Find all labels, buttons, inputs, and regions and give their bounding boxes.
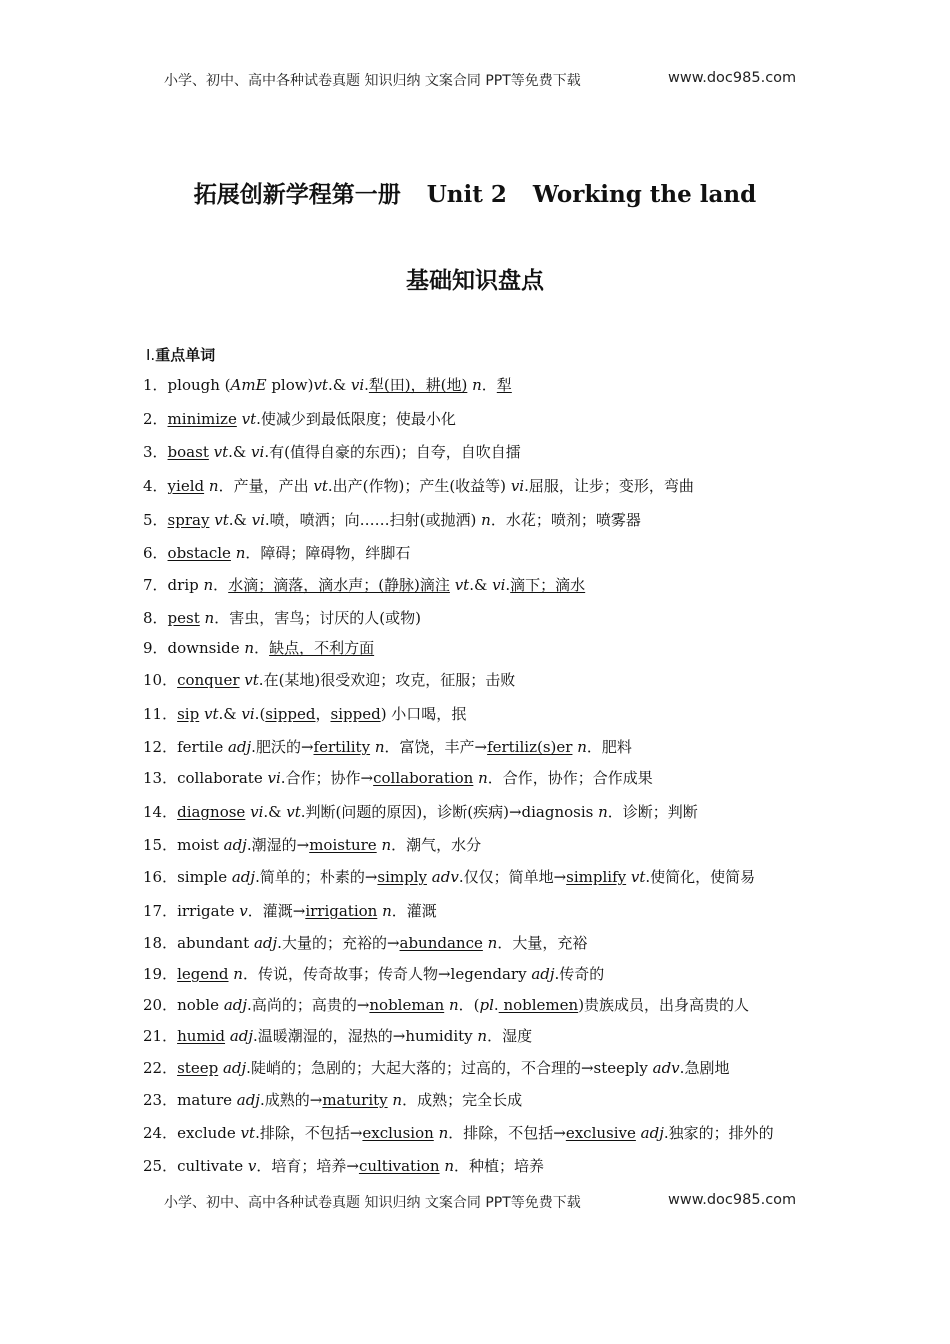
part-of-speech: n bbox=[203, 576, 214, 594]
part-of-speech: vt bbox=[241, 410, 257, 428]
entry-text: .大量的；充裕的→ bbox=[277, 934, 400, 952]
part-of-speech: vt bbox=[244, 671, 259, 689]
entry-text: ) 小口喝，抿 bbox=[380, 705, 467, 723]
part-of-speech: vi bbox=[492, 576, 506, 594]
answer-blank: fertility bbox=[313, 738, 371, 756]
entry-text: ．排除，不包括→ bbox=[448, 1124, 566, 1142]
entry-text: .排除，不包括→ bbox=[255, 1124, 363, 1142]
entry-number: 5． bbox=[143, 511, 168, 529]
entry-text: ．( bbox=[458, 996, 480, 1014]
part-of-speech: n bbox=[577, 738, 587, 756]
vocab-entry bbox=[143, 409, 456, 429]
entry-text: .& bbox=[469, 576, 493, 594]
entry-number: 9． bbox=[143, 639, 168, 657]
entry-text: irrigate bbox=[177, 902, 240, 920]
vocab-entry bbox=[143, 510, 641, 530]
entry-number: 17． bbox=[143, 902, 178, 920]
entry-text: plough ( bbox=[167, 376, 231, 394]
vocab-entry bbox=[143, 670, 515, 690]
entry-text: .在(某地)很受欢迎；攻克，征服；击败 bbox=[258, 671, 516, 689]
entry-text: .& bbox=[228, 443, 252, 461]
answer-blank: sipped bbox=[265, 705, 316, 723]
entry-number: 20． bbox=[143, 996, 178, 1014]
entry-text: ．潮气，水分 bbox=[391, 836, 482, 854]
answer-blank: yield bbox=[167, 477, 205, 495]
vocab-entry bbox=[143, 933, 587, 953]
part-of-speech: n bbox=[598, 803, 608, 821]
vocab-entry bbox=[143, 442, 521, 462]
entry-text: ．传说，传奇故事；传奇人物→legendary bbox=[242, 965, 532, 983]
title-topic: Working the land bbox=[532, 181, 757, 208]
entry-text: ．害虫，害鸟；讨厌的人(或物) bbox=[214, 609, 421, 627]
part-of-speech: n bbox=[244, 639, 255, 657]
entry-text: .陡峭的；急剧的；大起大落的；过高的，不合理的→steeply bbox=[246, 1059, 653, 1077]
entry-number: 4． bbox=[143, 477, 168, 495]
entry-text: ．湿度 bbox=[487, 1027, 533, 1045]
part-of-speech: vt bbox=[203, 705, 219, 723]
vocab-entry bbox=[143, 964, 604, 984]
vocab-entry bbox=[143, 835, 481, 855]
answer-blank: 水滴；滴落，滴水声；(静脉)滴注 bbox=[228, 576, 450, 594]
entry-text: .& bbox=[263, 803, 287, 821]
entry-text: .高尚的；高贵的→ bbox=[247, 996, 370, 1014]
entry-number: 21． bbox=[143, 1027, 178, 1045]
part-of-speech: adj bbox=[223, 996, 248, 1014]
part-of-speech: adj bbox=[640, 1124, 664, 1142]
part-of-speech: vt bbox=[454, 576, 470, 594]
vocab-entry bbox=[143, 995, 749, 1015]
part-of-speech: adj bbox=[222, 1059, 247, 1077]
part-of-speech: vt bbox=[313, 376, 328, 394]
answer-blank: boast bbox=[167, 443, 209, 461]
entry-text: ．水花；喷剂；喷雾器 bbox=[490, 511, 641, 529]
part-of-speech: v bbox=[247, 1157, 257, 1175]
answer-blank: obstacle bbox=[167, 544, 231, 562]
vocab-entry bbox=[143, 802, 698, 822]
part-of-speech: vi bbox=[251, 443, 265, 461]
part-of-speech: n bbox=[374, 738, 385, 756]
entry-text: ．灌溉→ bbox=[247, 902, 306, 920]
answer-blank: irrigation bbox=[305, 902, 378, 920]
part-of-speech: adj bbox=[531, 965, 555, 983]
entry-number: 11． bbox=[143, 705, 178, 723]
section-label: 重点单词 bbox=[155, 346, 216, 364]
entry-text: . bbox=[364, 376, 369, 394]
entry-number: 24． bbox=[143, 1124, 178, 1142]
entry-number: 18． bbox=[143, 934, 178, 952]
part-of-speech: vi bbox=[241, 705, 255, 723]
entry-text: ．种植；培养 bbox=[454, 1157, 545, 1175]
entry-number: 16． bbox=[143, 868, 178, 886]
part-of-speech: n bbox=[235, 544, 246, 562]
part-of-speech: vt bbox=[630, 868, 646, 886]
part-of-speech: vt bbox=[214, 511, 229, 529]
answer-blank: spray bbox=[167, 511, 210, 529]
part-of-speech: adv bbox=[431, 868, 459, 886]
entry-text: .有(值得自豪的东西)；自夸，自吹自擂 bbox=[264, 443, 521, 461]
vocab-entry bbox=[143, 737, 632, 757]
entry-text: ．产量，产出 bbox=[218, 477, 314, 495]
answer-blank: 犁(田)，耕(地) bbox=[368, 376, 468, 394]
section-roman: Ⅰ. bbox=[146, 346, 156, 364]
footer-text: 小学、初中、高中各种试卷真题 知识归纳 文案合同 PPT等免费下载 bbox=[164, 1195, 581, 1211]
entry-text: .独家的；排外的 bbox=[663, 1124, 774, 1142]
entry-text: .& bbox=[327, 376, 351, 394]
part-of-speech: adj bbox=[253, 934, 278, 952]
entry-number: 1． bbox=[143, 376, 168, 394]
answer-blank: humid bbox=[177, 1027, 226, 1045]
part-of-speech: n bbox=[477, 1027, 488, 1045]
page-subtitle: 基础知识盘点 bbox=[406, 268, 544, 294]
answer-blank: maturity bbox=[322, 1091, 388, 1109]
entry-number: 25． bbox=[143, 1157, 178, 1175]
entry-text: .判断(问题的原因)，诊断(疾病)→diagnosis bbox=[300, 803, 599, 821]
part-of-speech: n bbox=[478, 769, 488, 787]
part-of-speech: adj bbox=[229, 1027, 254, 1045]
part-of-speech: n bbox=[481, 511, 491, 529]
part-of-speech: v bbox=[239, 902, 248, 920]
vocab-entry bbox=[143, 768, 653, 788]
part-of-speech: n bbox=[233, 965, 243, 983]
entry-number: 3． bbox=[143, 443, 168, 461]
answer-blank: minimize bbox=[167, 410, 237, 428]
part-of-speech: n bbox=[208, 477, 219, 495]
entry-text: .喷，喷洒；向……扫射(或抛洒) bbox=[264, 511, 482, 529]
entry-text: .急剧地 bbox=[679, 1059, 730, 1077]
answer-blank: simply bbox=[377, 868, 427, 886]
answer-blank: conquer bbox=[177, 671, 240, 689]
answer-blank: exclusive bbox=[565, 1124, 636, 1142]
entry-text: abundant bbox=[177, 934, 254, 952]
part-of-speech: adj bbox=[231, 868, 256, 886]
answer-blank: 犁 bbox=[496, 376, 512, 394]
entry-text: ．富饶，丰产→ bbox=[384, 738, 488, 756]
entry-text: ．合作，协作；合作成果 bbox=[487, 769, 653, 787]
vocab-entry bbox=[143, 608, 421, 628]
vocab-entry bbox=[143, 1090, 522, 1110]
entry-number: 2． bbox=[143, 410, 168, 428]
part-of-speech: vt bbox=[286, 803, 301, 821]
entry-number: 6． bbox=[143, 544, 168, 562]
answer-blank: diagnose bbox=[177, 803, 246, 821]
entry-text: collaborate bbox=[177, 769, 268, 787]
answer-blank: steep bbox=[177, 1059, 219, 1077]
entry-number: 13． bbox=[143, 769, 178, 787]
title-unit: Unit 2 bbox=[426, 181, 507, 208]
part-of-speech: pl bbox=[479, 996, 494, 1014]
entry-text: exclude bbox=[177, 1124, 241, 1142]
entry-text: .合作；协作→ bbox=[280, 769, 374, 787]
entry-text: .仅仅；简单地→ bbox=[458, 868, 567, 886]
part-of-speech: n bbox=[382, 902, 392, 920]
answer-blank: legend bbox=[177, 965, 229, 983]
vocab-entry bbox=[143, 375, 512, 395]
part-of-speech: vi bbox=[267, 769, 281, 787]
part-of-speech: n bbox=[438, 1124, 449, 1142]
answer-blank: simplify bbox=[566, 868, 627, 886]
entry-text: .& bbox=[228, 511, 252, 529]
answer-blank: fertiliz(s)er bbox=[487, 738, 573, 756]
footer-url[interactable]: www.doc985.com bbox=[668, 1192, 797, 1208]
entry-text: simple bbox=[177, 868, 232, 886]
answer-blank: collaboration bbox=[373, 769, 474, 787]
answer-blank: abundance bbox=[399, 934, 483, 952]
entry-text: ．灌溉 bbox=[391, 902, 437, 920]
entry-text: moist bbox=[177, 836, 224, 854]
entry-text: .( bbox=[254, 705, 266, 723]
part-of-speech: vi bbox=[251, 511, 265, 529]
entry-text: noble bbox=[177, 996, 224, 1014]
vocab-entry bbox=[143, 1156, 544, 1176]
entry-text: ． bbox=[213, 576, 229, 594]
entry-text: fertile bbox=[177, 738, 228, 756]
page-title bbox=[0, 176, 950, 209]
entry-text: )贵族成员，出身高贵的人 bbox=[578, 996, 750, 1014]
part-of-speech: n bbox=[381, 836, 392, 854]
answer-blank: sipped bbox=[330, 705, 381, 723]
part-of-speech: n bbox=[487, 934, 498, 952]
entry-text: .屈服，让步；变形，弯曲 bbox=[524, 477, 694, 495]
answer-blank: sip bbox=[177, 705, 200, 723]
vocab-entry bbox=[143, 543, 410, 563]
vocab-entry bbox=[143, 867, 755, 887]
entry-text: mature bbox=[177, 1091, 237, 1109]
entry-number: 19． bbox=[143, 965, 178, 983]
entry-text: .成熟的→ bbox=[259, 1091, 323, 1109]
part-of-speech: AmE bbox=[230, 376, 267, 394]
vocab-entry bbox=[143, 1026, 532, 1046]
vocab-entry bbox=[143, 901, 437, 921]
answer-blank: 缺点，不利方面 bbox=[269, 639, 375, 657]
entry-text: .使简化，使简易 bbox=[645, 868, 756, 886]
answer-blank: noblemen bbox=[498, 996, 579, 1014]
vocab-entry bbox=[143, 704, 466, 724]
entry-number: 15． bbox=[143, 836, 178, 854]
entry-text: ， bbox=[315, 705, 331, 723]
entry-number: 7． bbox=[143, 576, 168, 594]
entry-text: ．肥料 bbox=[586, 738, 632, 756]
part-of-speech: vi bbox=[510, 477, 525, 495]
entry-text: ．培育；培养→ bbox=[256, 1157, 359, 1175]
entry-text: .& bbox=[218, 705, 242, 723]
part-of-speech: vt bbox=[213, 443, 229, 461]
part-of-speech: adj bbox=[223, 836, 247, 854]
entry-text: . bbox=[505, 576, 511, 594]
answer-blank: cultivation bbox=[358, 1157, 440, 1175]
vocab-entry bbox=[143, 1123, 774, 1143]
entry-text: downside bbox=[167, 639, 245, 657]
part-of-speech: n bbox=[448, 996, 459, 1014]
entry-text: .传奇的 bbox=[554, 965, 605, 983]
entry-text: ． bbox=[254, 639, 270, 657]
part-of-speech: adj bbox=[227, 738, 252, 756]
entry-text: ．诊断；判断 bbox=[607, 803, 698, 821]
title-book: 拓展创新学程第一册 bbox=[193, 181, 401, 208]
entry-number: 22． bbox=[143, 1059, 178, 1077]
entry-text: .使减少到最低限度；使最小化 bbox=[256, 410, 456, 428]
answer-blank: pest bbox=[167, 609, 200, 627]
answer-blank: 滴下；滴水 bbox=[510, 576, 586, 594]
part-of-speech: n bbox=[392, 1091, 403, 1109]
entry-text: .温暖潮湿的，湿热的→humidity bbox=[253, 1027, 478, 1045]
entry-text: .潮湿的→ bbox=[246, 836, 310, 854]
entry-text: ．成熟；完全长成 bbox=[402, 1091, 523, 1109]
part-of-speech: vt bbox=[313, 477, 328, 495]
entry-text: .肥沃的→ bbox=[251, 738, 314, 756]
entry-text: .简单的；朴素的→ bbox=[255, 868, 378, 886]
answer-blank: moisture bbox=[309, 836, 377, 854]
part-of-speech: vi bbox=[250, 803, 264, 821]
entry-text: .出产(作物)；产生(收益等) bbox=[327, 477, 511, 495]
part-of-speech: vi bbox=[350, 376, 365, 394]
entry-text: drip bbox=[167, 576, 204, 594]
entry-text: ．障碍；障碍物，绊脚石 bbox=[245, 544, 411, 562]
entry-number: 10． bbox=[143, 671, 178, 689]
answer-blank: exclusion bbox=[362, 1124, 434, 1142]
answer-blank: nobleman bbox=[369, 996, 445, 1014]
section-heading bbox=[146, 344, 215, 365]
part-of-speech: adv bbox=[652, 1059, 680, 1077]
entry-number: 12． bbox=[143, 738, 178, 756]
header-url[interactable]: www.doc985.com bbox=[668, 70, 797, 86]
part-of-speech: n bbox=[204, 609, 215, 627]
part-of-speech: adj bbox=[236, 1091, 260, 1109]
entry-text: plow) bbox=[266, 376, 314, 394]
vocab-entry bbox=[143, 476, 694, 496]
entry-number: 14． bbox=[143, 803, 178, 821]
vocab-entry bbox=[143, 638, 374, 658]
vocab-entry bbox=[143, 575, 585, 595]
entry-number: 23． bbox=[143, 1091, 178, 1109]
entry-text: ．大量，充裕 bbox=[497, 934, 588, 952]
part-of-speech: vt bbox=[240, 1124, 256, 1142]
entry-number: 8． bbox=[143, 609, 168, 627]
entry-text: . bbox=[493, 996, 499, 1014]
header-text: 小学、初中、高中各种试卷真题 知识归纳 文案合同 PPT等免费下载 bbox=[164, 73, 581, 89]
entry-text: cultivate bbox=[177, 1157, 248, 1175]
part-of-speech: n bbox=[444, 1157, 455, 1175]
vocab-entry bbox=[143, 1058, 729, 1078]
part-of-speech: n bbox=[472, 376, 482, 394]
entry-text: ． bbox=[481, 376, 497, 394]
